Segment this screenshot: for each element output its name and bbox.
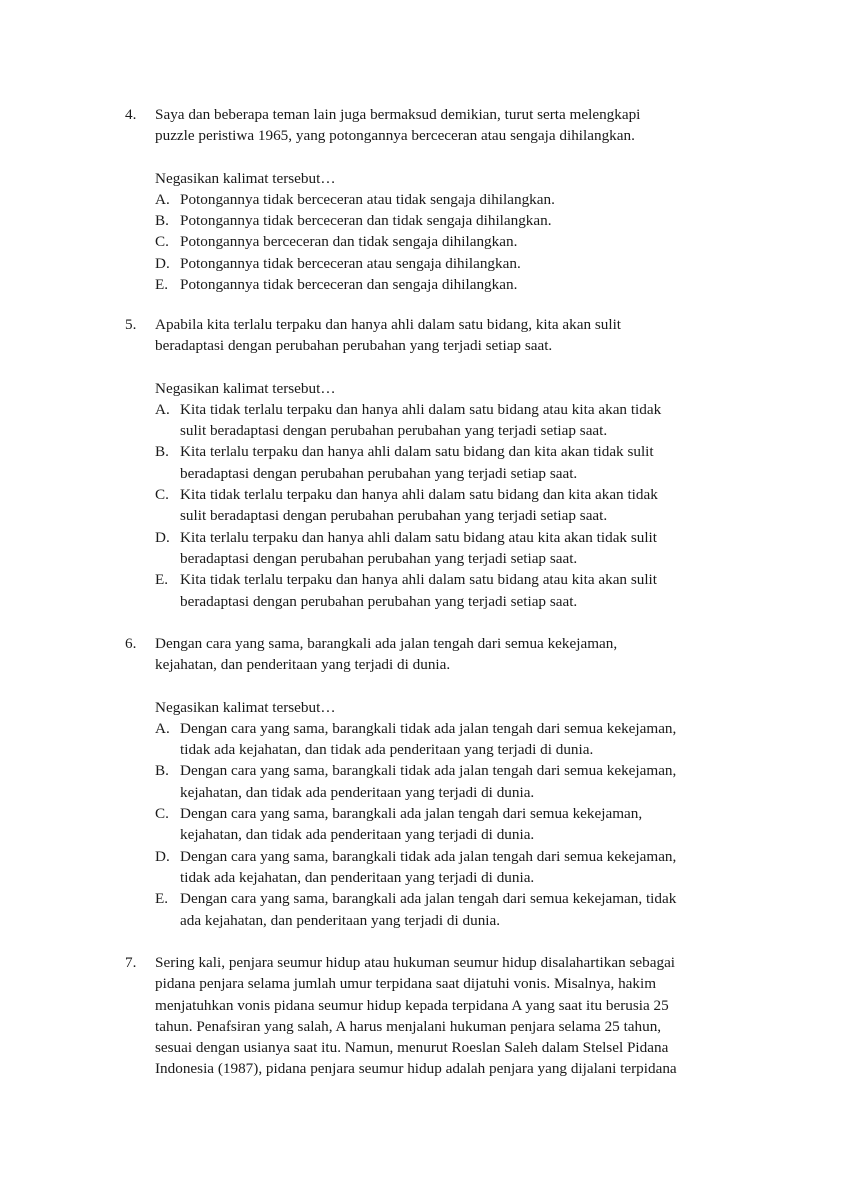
option-text: Dengan cara yang sama, barangkali ada jalan tengah dari semua kekejaman, tidak bbox=[180, 890, 677, 908]
option-a bbox=[155, 718, 745, 761]
option-letter: A. bbox=[155, 400, 170, 418]
question-number: 5. bbox=[125, 316, 137, 333]
option-letter: D. bbox=[155, 847, 170, 865]
option-text: Kita terlalu terpaku dan hanya ahli dalam satu bidang atau kita akan tidak sulit bbox=[180, 528, 657, 546]
option-b bbox=[155, 760, 745, 803]
option-text: Potongannya tidak berceceran dan sengaja dihilangkan. bbox=[180, 276, 518, 294]
option-text: Dengan cara yang sama, barangkali tidak ada jalan tengah dari semua kekejaman, bbox=[180, 719, 677, 737]
option-letter: B. bbox=[155, 443, 169, 461]
question-stem bbox=[155, 952, 745, 1080]
stem-line: tahun. Penafsiran yang salah, A harus menjalani hukuman penjara selama 25 tahun, bbox=[155, 1017, 662, 1035]
option-letter: E. bbox=[155, 890, 169, 908]
option-b bbox=[155, 441, 745, 484]
option-letter: C. bbox=[155, 233, 169, 251]
option-text: Dengan cara yang sama, barangkali tidak ada jalan tengah dari semua kekejaman, bbox=[180, 847, 677, 865]
stem-line: Dengan cara yang sama, barangkali ada jalan tengah dari semua kekejaman, bbox=[155, 635, 618, 652]
option-letter: E. bbox=[155, 571, 169, 589]
question-body bbox=[155, 952, 745, 1080]
stem-line: Indonesia (1987), pidana penjara seumur hidup adalah penjara yang dijalani terpidana bbox=[155, 1060, 677, 1078]
option-d bbox=[155, 527, 745, 570]
option-text: Potongannya tidak berceceran atau sengaja dihilangkan. bbox=[180, 254, 521, 272]
option-letter: B. bbox=[155, 762, 169, 780]
option-c bbox=[155, 231, 745, 252]
option-b bbox=[155, 210, 745, 231]
question-prompt: Negasikan kalimat tersebut… bbox=[155, 698, 336, 716]
question-body bbox=[155, 633, 745, 931]
question-stem bbox=[155, 633, 745, 676]
option-a bbox=[155, 399, 745, 442]
question-body bbox=[155, 314, 745, 612]
option-e bbox=[155, 888, 745, 931]
option-letter: D. bbox=[155, 254, 170, 272]
option-text: Kita tidak terlalu terpaku dan hanya ahli dalam satu bidang atau kita akan sulit bbox=[180, 571, 657, 589]
option-d bbox=[155, 846, 745, 889]
option-text: kejahatan, dan tidak ada penderitaan yang terjadi di dunia. bbox=[180, 783, 535, 801]
stem-line: Sering kali, penjara seumur hidup atau hukuman seumur hidup disalahartikan sebagai bbox=[155, 954, 676, 971]
question-stem bbox=[155, 314, 745, 357]
option-letter: B. bbox=[155, 212, 169, 230]
stem-line: pidana penjara selama jumlah umur terpidana saat dijatuhi vonis. Misalnya, hakim bbox=[155, 975, 657, 993]
option-text: Dengan cara yang sama, barangkali tidak ada jalan tengah dari semua kekejaman, bbox=[180, 762, 677, 780]
stem-line: Apabila kita terlalu terpaku dan hanya ahli dalam satu bidang, kita akan sulit bbox=[155, 316, 622, 333]
question-stem bbox=[155, 104, 745, 147]
option-text: beradaptasi dengan perubahan perubahan yang terjadi setiap saat. bbox=[180, 549, 578, 567]
option-text: sulit beradaptasi dengan perubahan perubahan yang terjadi setiap saat. bbox=[180, 422, 608, 440]
question-prompt: Negasikan kalimat tersebut… bbox=[155, 379, 336, 397]
option-text: Kita tidak terlalu terpaku dan hanya ahli dalam satu bidang atau kita akan tidak bbox=[180, 400, 662, 418]
question-number: 7. bbox=[125, 954, 137, 971]
option-a bbox=[155, 189, 745, 210]
question-number: 4. bbox=[125, 106, 137, 123]
stem-line: sesuai dengan usianya saat itu. Namun, menurut Roeslan Saleh dalam Stelsel Pidana bbox=[155, 1039, 669, 1057]
option-letter: D. bbox=[155, 528, 170, 546]
option-text: tidak ada kejahatan, dan penderitaan yang terjadi di dunia. bbox=[180, 868, 535, 886]
stem-line: kejahatan, dan penderitaan yang terjadi di dunia. bbox=[155, 656, 451, 674]
option-d bbox=[155, 253, 745, 274]
option-text: Kita terlalu terpaku dan hanya ahli dalam satu bidang dan kita akan tidak sulit bbox=[180, 443, 654, 461]
option-text: Dengan cara yang sama, barangkali ada jalan tengah dari semua kekejaman, bbox=[180, 805, 643, 823]
option-letter: A. bbox=[155, 190, 170, 208]
option-c bbox=[155, 803, 745, 846]
option-text: tidak ada kejahatan, dan tidak ada penderitaan yang terjadi di dunia. bbox=[180, 741, 594, 759]
stem-line: Saya dan beberapa teman lain juga bermaksud demikian, turut serta melengkapi bbox=[155, 106, 641, 123]
option-c bbox=[155, 484, 745, 527]
stem-line: beradaptasi dengan perubahan perubahan yang terjadi setiap saat. bbox=[155, 337, 553, 355]
option-e bbox=[155, 274, 745, 295]
question-prompt: Negasikan kalimat tersebut… bbox=[155, 169, 336, 187]
stem-line: puzzle peristiwa 1965, yang potongannya berceceran atau sengaja dihilangkan. bbox=[155, 127, 635, 145]
option-letter: C. bbox=[155, 486, 169, 504]
option-letter: E. bbox=[155, 276, 169, 294]
option-letter: A. bbox=[155, 719, 170, 737]
question-body bbox=[155, 104, 745, 295]
option-text: Potongannya berceceran dan tidak sengaja dihilangkan. bbox=[180, 233, 518, 251]
option-list bbox=[155, 718, 745, 931]
question-number: 6. bbox=[125, 635, 137, 652]
option-letter: C. bbox=[155, 805, 169, 823]
option-text: Potongannya tidak berceceran dan tidak sengaja dihilangkan. bbox=[180, 212, 552, 230]
option-text: kejahatan, dan tidak ada penderitaan yang terjadi di dunia. bbox=[180, 826, 535, 844]
option-text: beradaptasi dengan perubahan perubahan yang terjadi setiap saat. bbox=[180, 464, 578, 482]
option-text: beradaptasi dengan perubahan perubahan yang terjadi setiap saat. bbox=[180, 592, 578, 610]
option-text: sulit beradaptasi dengan perubahan perubahan yang terjadi setiap saat. bbox=[180, 507, 608, 525]
option-list bbox=[155, 189, 745, 295]
option-text: Kita tidak terlalu terpaku dan hanya ahli dalam satu bidang dan kita akan tidak bbox=[180, 486, 658, 504]
stem-line: menjatuhkan vonis pidana seumur hidup kepada terpidana A yang saat itu berusia 25 bbox=[155, 996, 669, 1014]
option-text: Potongannya tidak berceceran atau tidak sengaja dihilangkan. bbox=[180, 190, 555, 208]
option-list bbox=[155, 399, 745, 612]
option-e bbox=[155, 569, 745, 612]
option-text: ada kejahatan, dan penderitaan yang terjadi di dunia. bbox=[180, 911, 501, 929]
